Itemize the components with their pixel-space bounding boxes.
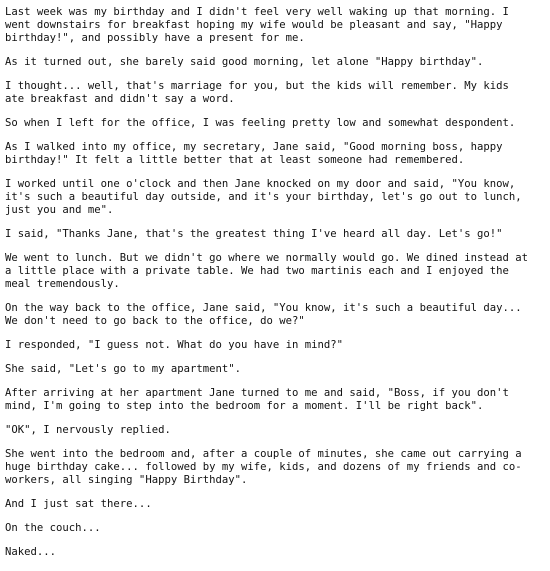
paragraph-5: As I walked into my office, my secretary, Jane said, "Good morning boss, happy birthday!" It felt a little better that at least someone had remembered. [5, 141, 503, 166]
paragraph-15: And I just sat there... [5, 498, 152, 510]
paragraph-16: On the couch... [5, 522, 101, 534]
paragraph-6: I worked until one o'clock and then Jane knocked on my door and said, "You know, it's such a beautiful day outside, and it's your birthday, let's go out to lunch, just you and me". [5, 178, 522, 216]
paragraph-17: Naked... [5, 546, 57, 558]
paragraph-13: "OK", I nervously replied. [5, 424, 171, 436]
paragraph-10: I responded, "I guess not. What do you have in mind?" [5, 339, 344, 351]
paragraph-2: As it turned out, she barely said good morning, let alone "Happy birthday". [5, 56, 484, 68]
paragraph-12: After arriving at her apartment Jane turned to me and said, "Boss, if you don't mind, I'm going to step into the bedroom for a moment. I'll be right back". [5, 387, 509, 412]
paragraph-3: I thought... well, that's marriage for you, but the kids will remember. My kids ate breakfast and didn't say a word. [5, 80, 509, 105]
paragraph-1: Last week was my birthday and I didn't feel very well waking up that morning. I went downstairs for breakfast hoping my wife would be pleasant and say, "Happy birthday!", and possibly have a present for me. [5, 6, 509, 44]
paragraph-11: She said, "Let's go to my apartment". [5, 363, 241, 375]
story-text [5, 6, 547, 570]
paragraph-7: I said, "Thanks Jane, that's the greatest thing I've heard all day. Let's go!" [5, 228, 503, 240]
paragraph-14: She went into the bedroom and, after a couple of minutes, she came out carrying a huge birthday cake... followed by my wife, kids, and dozens of my friends and co- workers, all singing "Happy Birthday". [5, 448, 522, 486]
paragraph-4: So when I left for the office, I was feeling pretty low and somewhat despondent. [5, 117, 516, 129]
paragraph-9: On the way back to the office, Jane said, "You know, it's such a beautiful day... We don't need to go back to the office, do we?" [5, 302, 522, 327]
paragraph-8: We went to lunch. But we didn't go where we normally would go. We dined instead at a little place with a private table. We had two martinis each and I enjoyed the meal tremendously. [5, 252, 528, 290]
